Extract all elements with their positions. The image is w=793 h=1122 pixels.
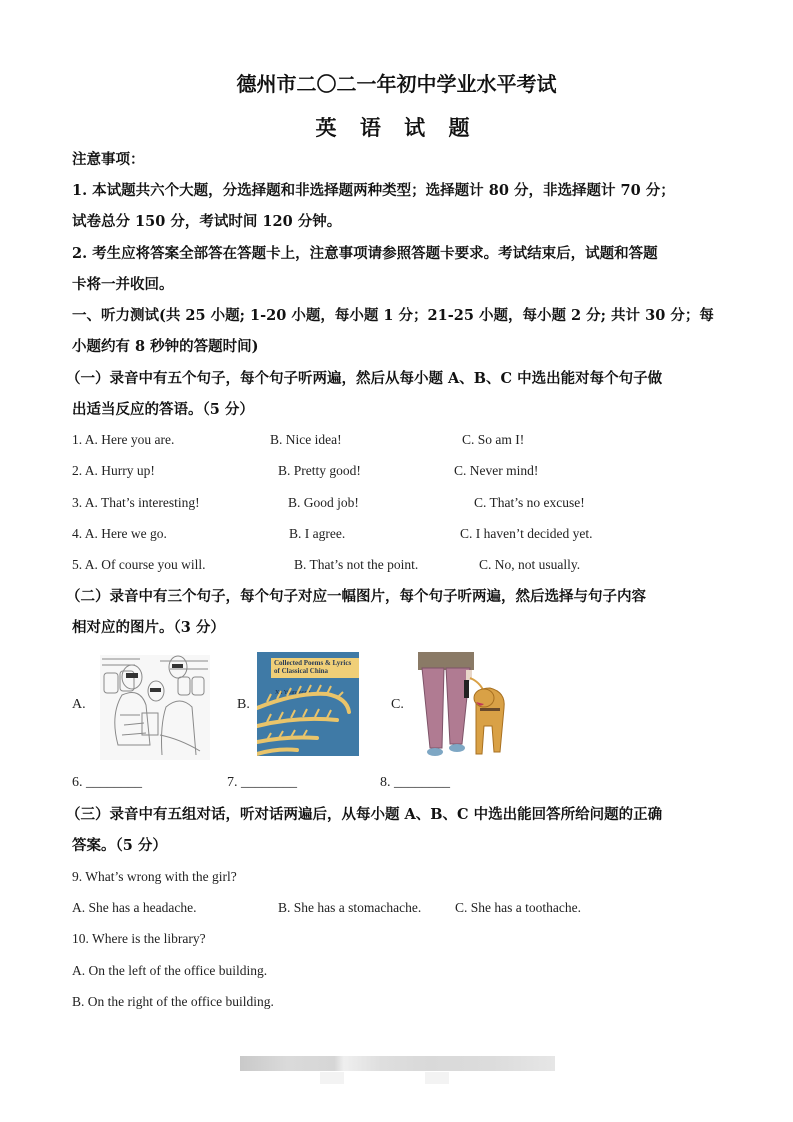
picture-c-label: C. [391,697,404,712]
picture-b-book-cover-image [257,652,359,756]
q4-option-a: 4. A. Here we go. [72,526,167,541]
picture-a-cinema-image [100,655,210,760]
notes-line-3: 2. 考生应将答案全部答在答题卡上，注意事项请参照答题卡要求。考试结束后，试题和答题 [72,245,658,262]
section3-instruction-line-2: 答案。（5 分） [72,837,167,854]
q1-option-b: B. Nice idea! [270,432,342,447]
notes-line-4: 卡将一并收回。 [72,276,174,293]
q3-option-b: B. Good job! [288,495,359,510]
section2-instruction-line-1: （二）录音中有三个句子，每个句子对应一幅图片，每个句子听两遍，然后选择与句子内容 [66,588,646,605]
part1-heading-line-2: 小题约有 8 秒钟的答题时间) [72,338,259,355]
q5-option-a: 5. A. Of course you will. [72,557,206,572]
section1-instruction-line-1: （一）录音中有五个句子，每个句子听两遍，然后从每小题 A、B、C 中选出能对每个句子做 [66,370,663,387]
notes-line-2: 试卷总分 150 分，考试时间 120 分钟。 [72,213,342,230]
notes-line-1: 1. 本试题共六个大题，分选择题和非选择题两种类型；选择题计 80 分，非选择题计 70 分； [72,182,675,199]
q10-option-a: A. On the left of the office building. [72,963,268,978]
q3-option-c: C. That’s no excuse! [474,495,585,510]
part1-heading-line-1: 一、听力测试(共 25 小题; 1-20 小题，每小题 1 分；21-25 小题，每小题 2 分; 共计 30 分；每 [72,307,714,324]
q2-option-b: B. Pretty good! [278,463,361,478]
picture-a-label: A. [72,697,86,712]
answer-blank-8[interactable]: 8. ________ [380,775,450,790]
q9-option-b: B. She has a stomachache. [278,900,422,915]
q9-question: 9. What’s wrong with the girl? [72,869,237,884]
q5-option-c: C. No, not usually. [479,557,581,572]
redacted-footer-mark [425,1072,449,1084]
book-title-line-2: of Classical China [274,667,329,675]
answer-blank-7[interactable]: 7. ________ [227,775,297,790]
q9-option-a: A. She has a headache. [72,900,197,915]
exam-subtitle: 英 语 试 题 [315,115,478,140]
book-author: Xu Yuanchong [275,690,311,696]
q9-option-c: C. She has a toothache. [455,900,581,915]
picture-c-dog-walking-image [414,652,510,764]
q2-option-a: 2. A. Hurry up! [72,463,155,478]
book-title-line-1: Collected Poems & Lyrics [274,659,352,667]
section3-instruction-line-1: （三）录音中有五组对话，听对话两遍后，从每小题 A、B、C 中选出能回答所给问题的正确 [66,806,663,823]
q4-option-c: C. I haven’t decided yet. [460,526,593,541]
q4-option-b: B. I agree. [289,526,346,541]
q10-question: 10. Where is the library? [72,931,206,946]
section1-instruction-line-2: 出适当反应的答语。（5 分） [72,401,254,418]
phoenix-feather-pattern [257,652,359,756]
q10-option-b: B. On the right of the office building. [72,994,274,1009]
redacted-footer-bar [240,1056,555,1071]
q5-option-b: B. That’s not the point. [294,557,419,572]
section2-instruction-line-2: 相对应的图片。（3 分） [72,619,225,636]
notes-heading: 注意事项： [72,151,145,168]
q1-option-a: 1. A. Here you are. [72,432,175,447]
q3-option-a: 3. A. That’s interesting! [72,495,200,510]
q2-option-c: C. Never mind! [454,463,539,478]
picture-b-label: B. [237,697,250,712]
answer-blank-6[interactable]: 6. ________ [72,775,142,790]
q1-option-c: C. So am I! [462,432,525,447]
exam-title: 德州市二〇二一年初中学业水平考试 [236,72,557,96]
redacted-footer-mark [320,1072,344,1084]
